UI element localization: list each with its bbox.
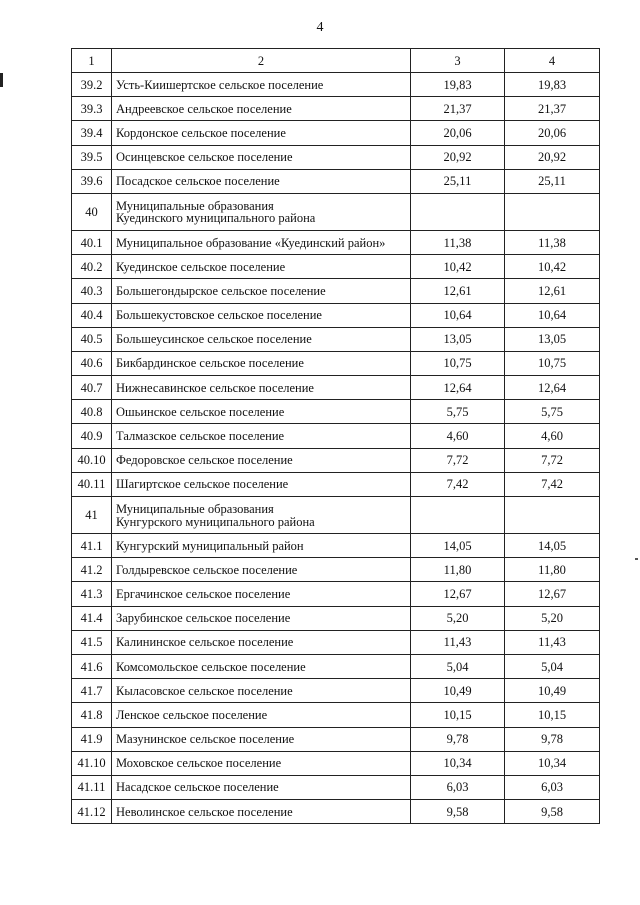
row-name-cell — [112, 448, 411, 472]
row-name-cell — [112, 376, 411, 400]
header-col-3: 3 — [411, 49, 505, 73]
row-name-cell — [112, 255, 411, 279]
row-number-cell: 40.1 — [72, 230, 112, 254]
group-header-row — [72, 193, 600, 230]
row-col3-cell: 10,15 — [411, 703, 505, 727]
row-name-cell — [112, 630, 411, 654]
row-number-cell: 41.7 — [72, 679, 112, 703]
row-number-cell: 41.5 — [72, 630, 112, 654]
row-name-text: Муниципальное образование «Куединский район» — [116, 235, 386, 250]
row-col3-cell: 7,72 — [411, 448, 505, 472]
row-col3-cell — [411, 193, 505, 230]
row-name-text: Калининское сельское поселение — [116, 635, 294, 650]
table-row — [72, 751, 600, 775]
row-name-cell — [112, 558, 411, 582]
row-col4-cell: 25,11 — [505, 169, 600, 193]
tariff-table — [71, 48, 600, 824]
row-number-cell: 39.5 — [72, 145, 112, 169]
row-col4-cell: 10,15 — [505, 703, 600, 727]
row-number-cell: 41.11 — [72, 775, 112, 799]
row-col4-cell: 5,20 — [505, 606, 600, 630]
table-row — [72, 654, 600, 678]
row-name-text-line2: Кунгурского муниципального района — [116, 514, 315, 529]
row-number-cell: 41 — [72, 497, 112, 534]
row-name-cell — [112, 703, 411, 727]
row-col4-cell: 13,05 — [505, 327, 600, 351]
row-col3-cell: 21,37 — [411, 97, 505, 121]
header-col-4: 4 — [505, 49, 600, 73]
row-col3-cell: 5,04 — [411, 654, 505, 678]
scan-mark-left — [0, 73, 3, 87]
row-name-text: Комсомольское сельское поселение — [116, 659, 306, 674]
row-col3-cell: 12,61 — [411, 279, 505, 303]
row-name-text: Кунгурский муниципальный район — [116, 538, 304, 553]
row-number-cell: 40.9 — [72, 424, 112, 448]
row-col4-cell: 5,04 — [505, 654, 600, 678]
row-name-text: Ошьинское сельское поселение — [116, 404, 285, 419]
row-name-text: Осинцевское сельское поселение — [116, 150, 293, 165]
row-col4-cell: 6,03 — [505, 775, 600, 799]
row-col3-cell: 19,83 — [411, 73, 505, 97]
row-col3-cell: 10,64 — [411, 303, 505, 327]
row-number-cell: 40.5 — [72, 327, 112, 351]
row-col3-cell: 14,05 — [411, 534, 505, 558]
row-col4-cell: 4,60 — [505, 424, 600, 448]
row-name-cell — [112, 800, 411, 824]
row-col3-cell: 10,75 — [411, 351, 505, 375]
row-col4-cell: 11,38 — [505, 230, 600, 254]
table-row — [72, 582, 600, 606]
table-row — [72, 303, 600, 327]
row-name-cell — [112, 751, 411, 775]
row-name-cell — [112, 497, 411, 534]
row-col3-cell: 12,64 — [411, 376, 505, 400]
table-row — [72, 145, 600, 169]
row-name-cell — [112, 279, 411, 303]
row-col3-cell: 20,92 — [411, 145, 505, 169]
row-name-text: Федоровское сельское поселение — [116, 453, 293, 468]
row-col3-cell: 10,42 — [411, 255, 505, 279]
row-number-cell: 40.4 — [72, 303, 112, 327]
row-number-cell: 41.2 — [72, 558, 112, 582]
table-header-row — [72, 49, 600, 73]
table-row — [72, 230, 600, 254]
row-name-text: Ергачинское сельское поселение — [116, 586, 291, 601]
row-name-cell — [112, 73, 411, 97]
row-number-cell: 40.3 — [72, 279, 112, 303]
row-name-text: Большекустовское сельское поселение — [116, 308, 322, 323]
row-name-cell — [112, 472, 411, 496]
row-name-cell — [112, 727, 411, 751]
row-col3-cell: 25,11 — [411, 169, 505, 193]
row-number-cell: 41.12 — [72, 800, 112, 824]
table-row — [72, 727, 600, 751]
row-name-text: Большеусинское сельское поселение — [116, 332, 312, 347]
row-name-cell — [112, 327, 411, 351]
row-name-cell — [112, 606, 411, 630]
row-col4-cell: 9,58 — [505, 800, 600, 824]
table-row — [72, 121, 600, 145]
row-col4-cell: 7,42 — [505, 472, 600, 496]
row-col3-cell: 4,60 — [411, 424, 505, 448]
row-number-cell: 40.8 — [72, 400, 112, 424]
row-col3-cell: 12,67 — [411, 582, 505, 606]
table-row — [72, 703, 600, 727]
row-col4-cell: 10,64 — [505, 303, 600, 327]
table-row — [72, 534, 600, 558]
row-col4-cell: 20,06 — [505, 121, 600, 145]
header-col-1: 1 — [72, 49, 112, 73]
row-number-cell: 41.9 — [72, 727, 112, 751]
row-col4-cell — [505, 193, 600, 230]
row-name-cell — [112, 193, 411, 230]
row-number-cell: 40.7 — [72, 376, 112, 400]
row-name-text: Кыласовское сельское поселение — [116, 683, 293, 698]
row-col3-cell: 5,75 — [411, 400, 505, 424]
row-name-cell — [112, 169, 411, 193]
row-number-cell: 39.4 — [72, 121, 112, 145]
row-col3-cell: 5,20 — [411, 606, 505, 630]
table-row — [72, 255, 600, 279]
row-col4-cell: 9,78 — [505, 727, 600, 751]
scan-mark-right — [635, 558, 638, 560]
row-col4-cell: 10,49 — [505, 679, 600, 703]
row-name-text: Муниципальные образования — [116, 198, 274, 213]
table-row — [72, 169, 600, 193]
row-number-cell: 41.4 — [72, 606, 112, 630]
row-col4-cell: 11,43 — [505, 630, 600, 654]
row-name-text: Посадское сельское поселение — [116, 174, 280, 189]
row-number-cell: 41.1 — [72, 534, 112, 558]
row-col3-cell: 20,06 — [411, 121, 505, 145]
row-name-text: Моховское сельское поселение — [116, 756, 282, 771]
row-name-cell — [112, 97, 411, 121]
table-row — [72, 327, 600, 351]
table-row — [72, 606, 600, 630]
row-name-text: Бикбардинское сельское поселение — [116, 356, 304, 371]
row-name-text: Голдыревское сельское поселение — [116, 562, 298, 577]
row-number-cell: 39.2 — [72, 73, 112, 97]
row-number-cell: 40.11 — [72, 472, 112, 496]
row-name-text: Насадское сельское поселение — [116, 780, 279, 795]
group-header-row — [72, 497, 600, 534]
row-col3-cell: 11,43 — [411, 630, 505, 654]
row-name-cell — [112, 400, 411, 424]
row-col4-cell: 12,67 — [505, 582, 600, 606]
row-number-cell: 41.6 — [72, 654, 112, 678]
row-number-cell: 40.2 — [72, 255, 112, 279]
row-col4-cell: 11,80 — [505, 558, 600, 582]
row-name-cell — [112, 679, 411, 703]
row-col4-cell: 10,34 — [505, 751, 600, 775]
row-col4-cell: 14,05 — [505, 534, 600, 558]
row-name-text: Куединское сельское поселение — [116, 259, 286, 274]
row-name-cell — [112, 121, 411, 145]
table-row — [72, 97, 600, 121]
table-body — [72, 49, 600, 824]
table-row — [72, 351, 600, 375]
row-col3-cell: 10,49 — [411, 679, 505, 703]
row-col3-cell: 11,38 — [411, 230, 505, 254]
table-row — [72, 630, 600, 654]
row-number-cell: 40 — [72, 193, 112, 230]
row-name-cell — [112, 303, 411, 327]
row-col4-cell: 19,83 — [505, 73, 600, 97]
row-number-cell: 39.3 — [72, 97, 112, 121]
row-name-cell — [112, 654, 411, 678]
row-name-text: Усть-Киишертское сельское поселение — [116, 77, 324, 92]
row-name-text: Талмазское сельское поселение — [116, 429, 285, 444]
table-row — [72, 800, 600, 824]
row-name-cell — [112, 775, 411, 799]
row-col4-cell: 21,37 — [505, 97, 600, 121]
header-col-2: 2 — [112, 49, 411, 73]
row-col4-cell — [505, 497, 600, 534]
row-number-cell: 39.6 — [72, 169, 112, 193]
row-col3-cell: 7,42 — [411, 472, 505, 496]
row-col4-cell: 12,61 — [505, 279, 600, 303]
table-row — [72, 400, 600, 424]
row-name-text: Ленское сельское поселение — [116, 707, 268, 722]
row-name-cell — [112, 424, 411, 448]
row-name-text-line2: Куединского муниципального района — [116, 211, 316, 226]
row-col4-cell: 10,75 — [505, 351, 600, 375]
row-col3-cell: 11,80 — [411, 558, 505, 582]
row-name-text: Неволинское сельское поселение — [116, 804, 293, 819]
table-row — [72, 424, 600, 448]
row-name-text: Нижнесавинское сельское поселение — [116, 380, 314, 395]
row-col4-cell: 20,92 — [505, 145, 600, 169]
row-col3-cell — [411, 497, 505, 534]
row-number-cell: 40.10 — [72, 448, 112, 472]
table-row — [72, 558, 600, 582]
table-row — [72, 376, 600, 400]
row-col3-cell: 9,78 — [411, 727, 505, 751]
row-col4-cell: 7,72 — [505, 448, 600, 472]
table-row — [72, 775, 600, 799]
row-col4-cell: 10,42 — [505, 255, 600, 279]
row-name-text: Большегондырское сельское поселение — [116, 283, 326, 298]
table-row — [72, 448, 600, 472]
row-col4-cell: 12,64 — [505, 376, 600, 400]
row-name-text: Кордонское сельское поселение — [116, 125, 286, 140]
table-row — [72, 279, 600, 303]
row-name-text: Зарубинское сельское поселение — [116, 611, 291, 626]
row-name-cell — [112, 582, 411, 606]
row-name-cell — [112, 351, 411, 375]
row-number-cell: 40.6 — [72, 351, 112, 375]
table-row — [72, 472, 600, 496]
row-col3-cell: 6,03 — [411, 775, 505, 799]
row-name-text: Андреевское сельское поселение — [116, 101, 292, 116]
row-name-cell — [112, 145, 411, 169]
row-col3-cell: 13,05 — [411, 327, 505, 351]
table-row — [72, 679, 600, 703]
row-number-cell: 41.10 — [72, 751, 112, 775]
row-col4-cell: 5,75 — [505, 400, 600, 424]
page-number: 4 — [316, 20, 324, 35]
row-number-cell: 41.3 — [72, 582, 112, 606]
row-name-text: Муниципальные образования — [116, 502, 274, 516]
row-name-text: Мазунинское сельское поселение — [116, 732, 295, 747]
row-col3-cell: 9,58 — [411, 800, 505, 824]
row-name-cell — [112, 230, 411, 254]
table-row — [72, 73, 600, 97]
row-col3-cell: 10,34 — [411, 751, 505, 775]
row-name-text: Шагиртское сельское поселение — [116, 477, 289, 492]
row-number-cell: 41.8 — [72, 703, 112, 727]
row-name-cell — [112, 534, 411, 558]
